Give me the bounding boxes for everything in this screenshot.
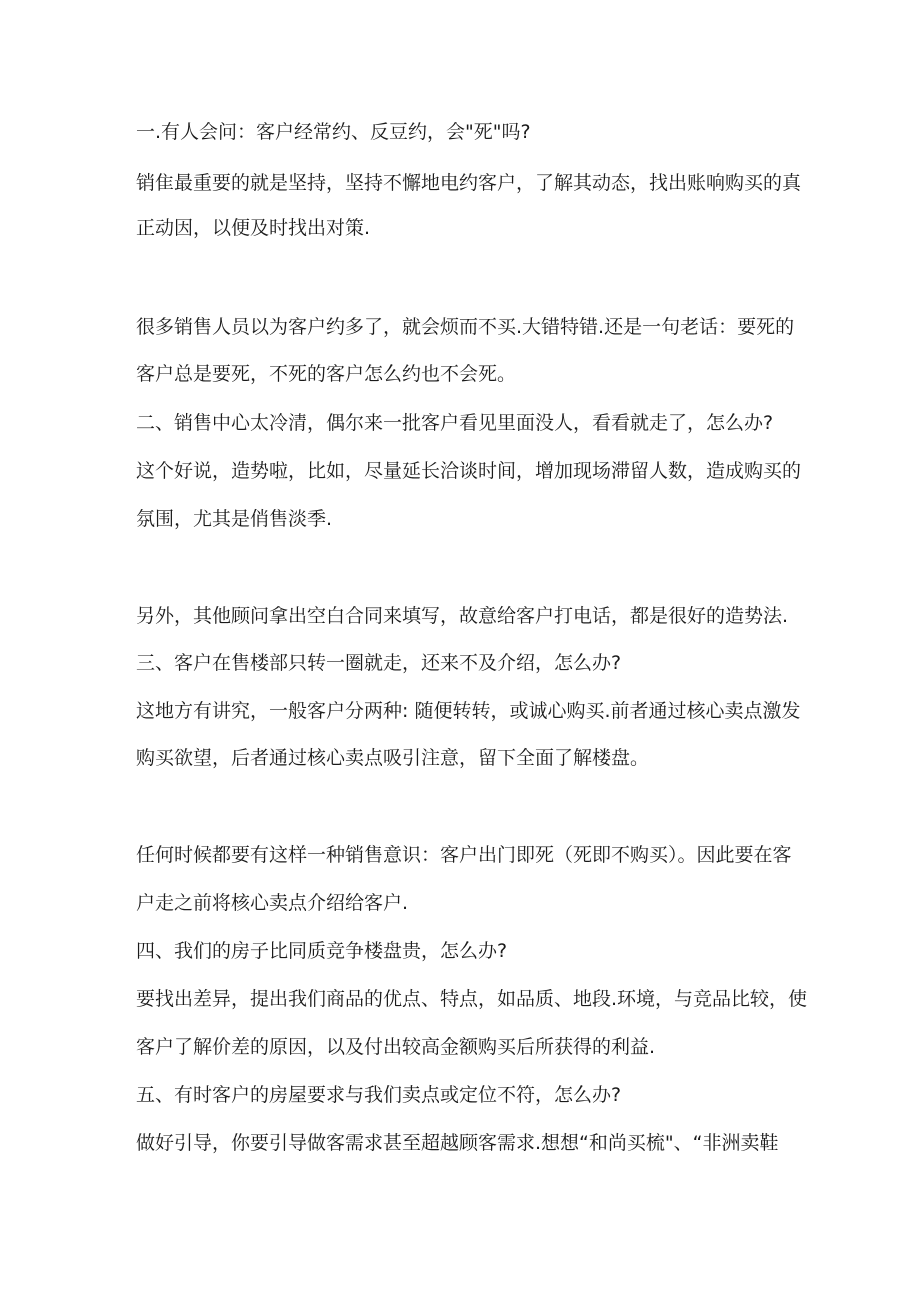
heading-q4: 四、我们的房子比同质竞争楼盘贵，怎么办? — [136, 940, 508, 962]
paragraph-line: 很多销售人员以为客户约多了，就会烦而不买.大错特错.还是一句老话：要死的 — [136, 316, 795, 338]
paragraph-line: 另外，其他顾问拿出空白合同来填写，故意给客户打电话，都是很好的造势法. — [136, 605, 789, 627]
heading-q5: 五、有时客户的房屋要求与我们卖点或定位不符，怎么办? — [136, 1084, 622, 1106]
paragraph-line: 任何时候都要有这样一种销售意识：客户出门即死（死即不购买）。因此要在客 — [136, 844, 792, 866]
heading-q1: 一.有人会问：客户经常约、反豆约，会"死"吗? — [136, 121, 531, 143]
paragraph-line: 客户了解价差的原因，以及付出较高金额购买后所获得的利益. — [136, 1036, 656, 1058]
heading-q2: 二、销售中心太冷清，偶尔来一批客户看见里面没人，看看就走了，怎么办? — [136, 412, 774, 434]
paragraph-line: 要找出差异，提出我们商品的优点、特点，如品质、地段.环境，与竞品比较，使 — [136, 988, 808, 1010]
paragraph-line: 这地方有讲究，一般客户分两种: 随便转转，或诚心购买.前者通过核心卖点激发 — [136, 700, 801, 722]
paragraph-line: 这个好说，造势啦，比如，尽量延长洽谈时间，增加现场滞留人数，造成购买的 — [136, 460, 802, 482]
paragraph-line: 正动因，以便及时找出对策. — [136, 217, 371, 239]
paragraph-line: 氛围，尤其是俏售淡季. — [136, 508, 333, 530]
paragraph-line: 客户总是要死，不死的客户怎么约也不会死。 — [136, 363, 517, 385]
heading-q3: 三、客户在售楼部只转一圈就走，还来不及介绍，怎么办? — [136, 652, 622, 674]
paragraph-line: 销隹最重要的就是坚持，坚持不懈地电约客户，了解其动态，找出账响购买的真 — [136, 172, 802, 194]
paragraph-line: 户走之前将核心卖点介绍给客户. — [136, 892, 409, 914]
paragraph-line: 购买欲望，后者通过核心卖点吸引注意，留下全面了解楼盘。 — [136, 747, 650, 769]
paragraph-line: 做好引导，你要引导做客需求甚至超越顾客需求.想想“和尚买梳"、“非洲卖鞋 — [136, 1132, 779, 1154]
